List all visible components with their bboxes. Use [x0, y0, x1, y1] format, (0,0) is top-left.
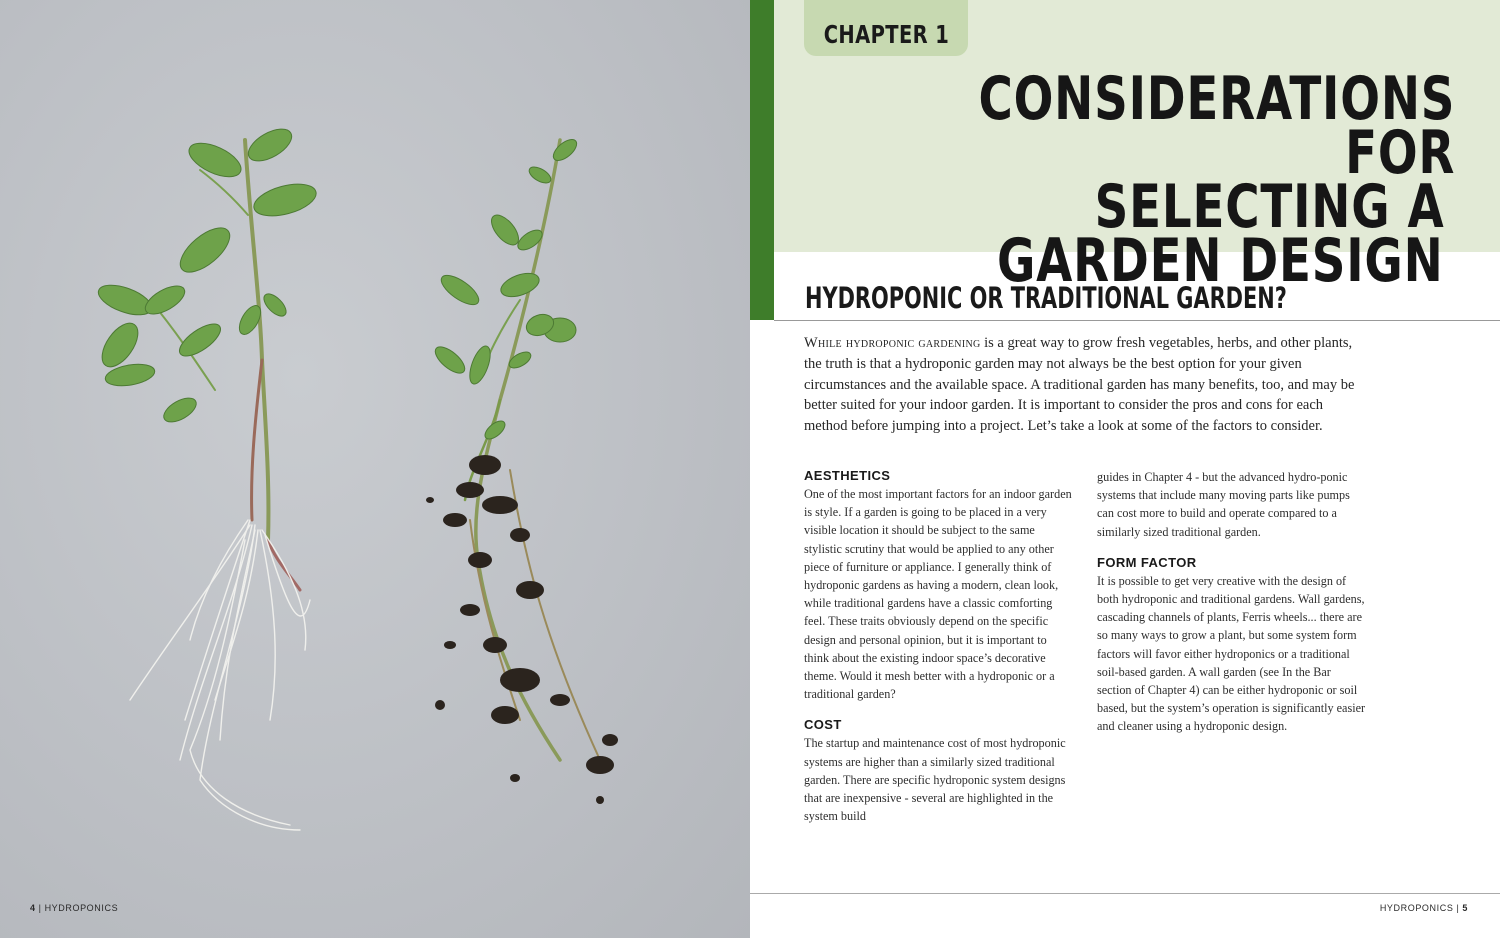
aesthetics-paragraph: One of the most important factors for an indoor garden is style. If a garden is going to be placed in a very visible location it should be subject to the same stylistic scrutiny that would be applied to any other piece of furniture or appliance. I generally think of hydroponic gardens as having a modern, clean look, while traditional gardens have a classic comforting feel. These traits obviously depend on the specific design and personal opinion, but it is important to think about the existing indoor space’s decorative theme. Would it mesh better with a hydroponic or a traditional garden? [804, 487, 1072, 702]
soil-plant-leaves [431, 136, 580, 443]
right-page-number: 5 [1462, 903, 1468, 913]
chapter-title [844, 64, 1456, 296]
chapter-accent-bar [750, 0, 774, 320]
cost-paragraph: The startup and maintenance cost of most hydroponic systems are higher than a similarly sized traditional garden. There are specific hydroponic system designs that are inexpensive - several are highlighted in the system build [804, 736, 1066, 824]
right-folio-separator: | [1456, 903, 1460, 913]
soil-clumps [426, 455, 618, 804]
right-running-title: HYDROPONICS [1379, 903, 1454, 913]
cost-paragraph-continued: guides in Chapter 4 - but the advanced hydro-ponic systems that include many moving parts like pumps can cost more to build and operate compared to a similarly sized traditional garden. [1097, 470, 1350, 539]
right-page [750, 0, 1500, 938]
left-page-number: 4 [30, 903, 36, 913]
section-divider [774, 320, 1500, 321]
hydroponic-plant-leaves [95, 123, 320, 427]
chapter-title-line-1: CONSIDERATIONS FOR [978, 64, 1456, 188]
left-folio-separator: | [38, 903, 42, 913]
section-heading: HYDROPONIC OR TRADITIONAL GARDEN? [805, 281, 1287, 315]
left-page-folio [30, 903, 118, 913]
cost-heading: COST [804, 717, 842, 733]
form-factor-heading: FORM FACTOR [1097, 554, 1197, 570]
chapter-title-line-2: SELECTING A [1094, 172, 1444, 242]
form-factor-paragraph: It is possible to get very creative with the design of both hydroponic and traditional gardens. Wall gardens, cascading channels of plants, Ferris wheels... there are so many ways to grow a plant, but some system form factors will favor either hydroponics or a traditional soil-based garden. A wall garden (see In the Bar section of Chapter 4) can be either hydroponic or soil based, but the system’s operation is significantly easier and cleaner using a hydroponic design. [1097, 573, 1366, 734]
aesthetics-heading: AESTHETICS [804, 468, 891, 483]
chapter-label-tab [804, 0, 968, 56]
body-column-right [1097, 468, 1367, 750]
chapter-label: CHAPTER 1 [823, 20, 949, 49]
chapter-title-line-3: GARDEN DESIGN [997, 226, 1444, 296]
intro-paragraph [804, 333, 1366, 437]
intro-lead-in: While hydroponic gardening [804, 335, 981, 351]
left-running-title: HYDROPONICS [44, 903, 119, 913]
footer-divider [750, 893, 1500, 894]
body-column-left [804, 468, 1074, 839]
right-page-folio [1380, 903, 1468, 913]
intro-text: is a great way to grow fresh vegetables, herbs, and other plants, the truth is that a hydroponic garden may not always be the best option for your given circumstances and the available space. A traditional garden has many benefits, too, and may be better suited for your indoor garden. It is important to consider the pros and cons for each method before jumping into a project. Let’s take a look at some of the factors to consider. [804, 335, 1355, 435]
